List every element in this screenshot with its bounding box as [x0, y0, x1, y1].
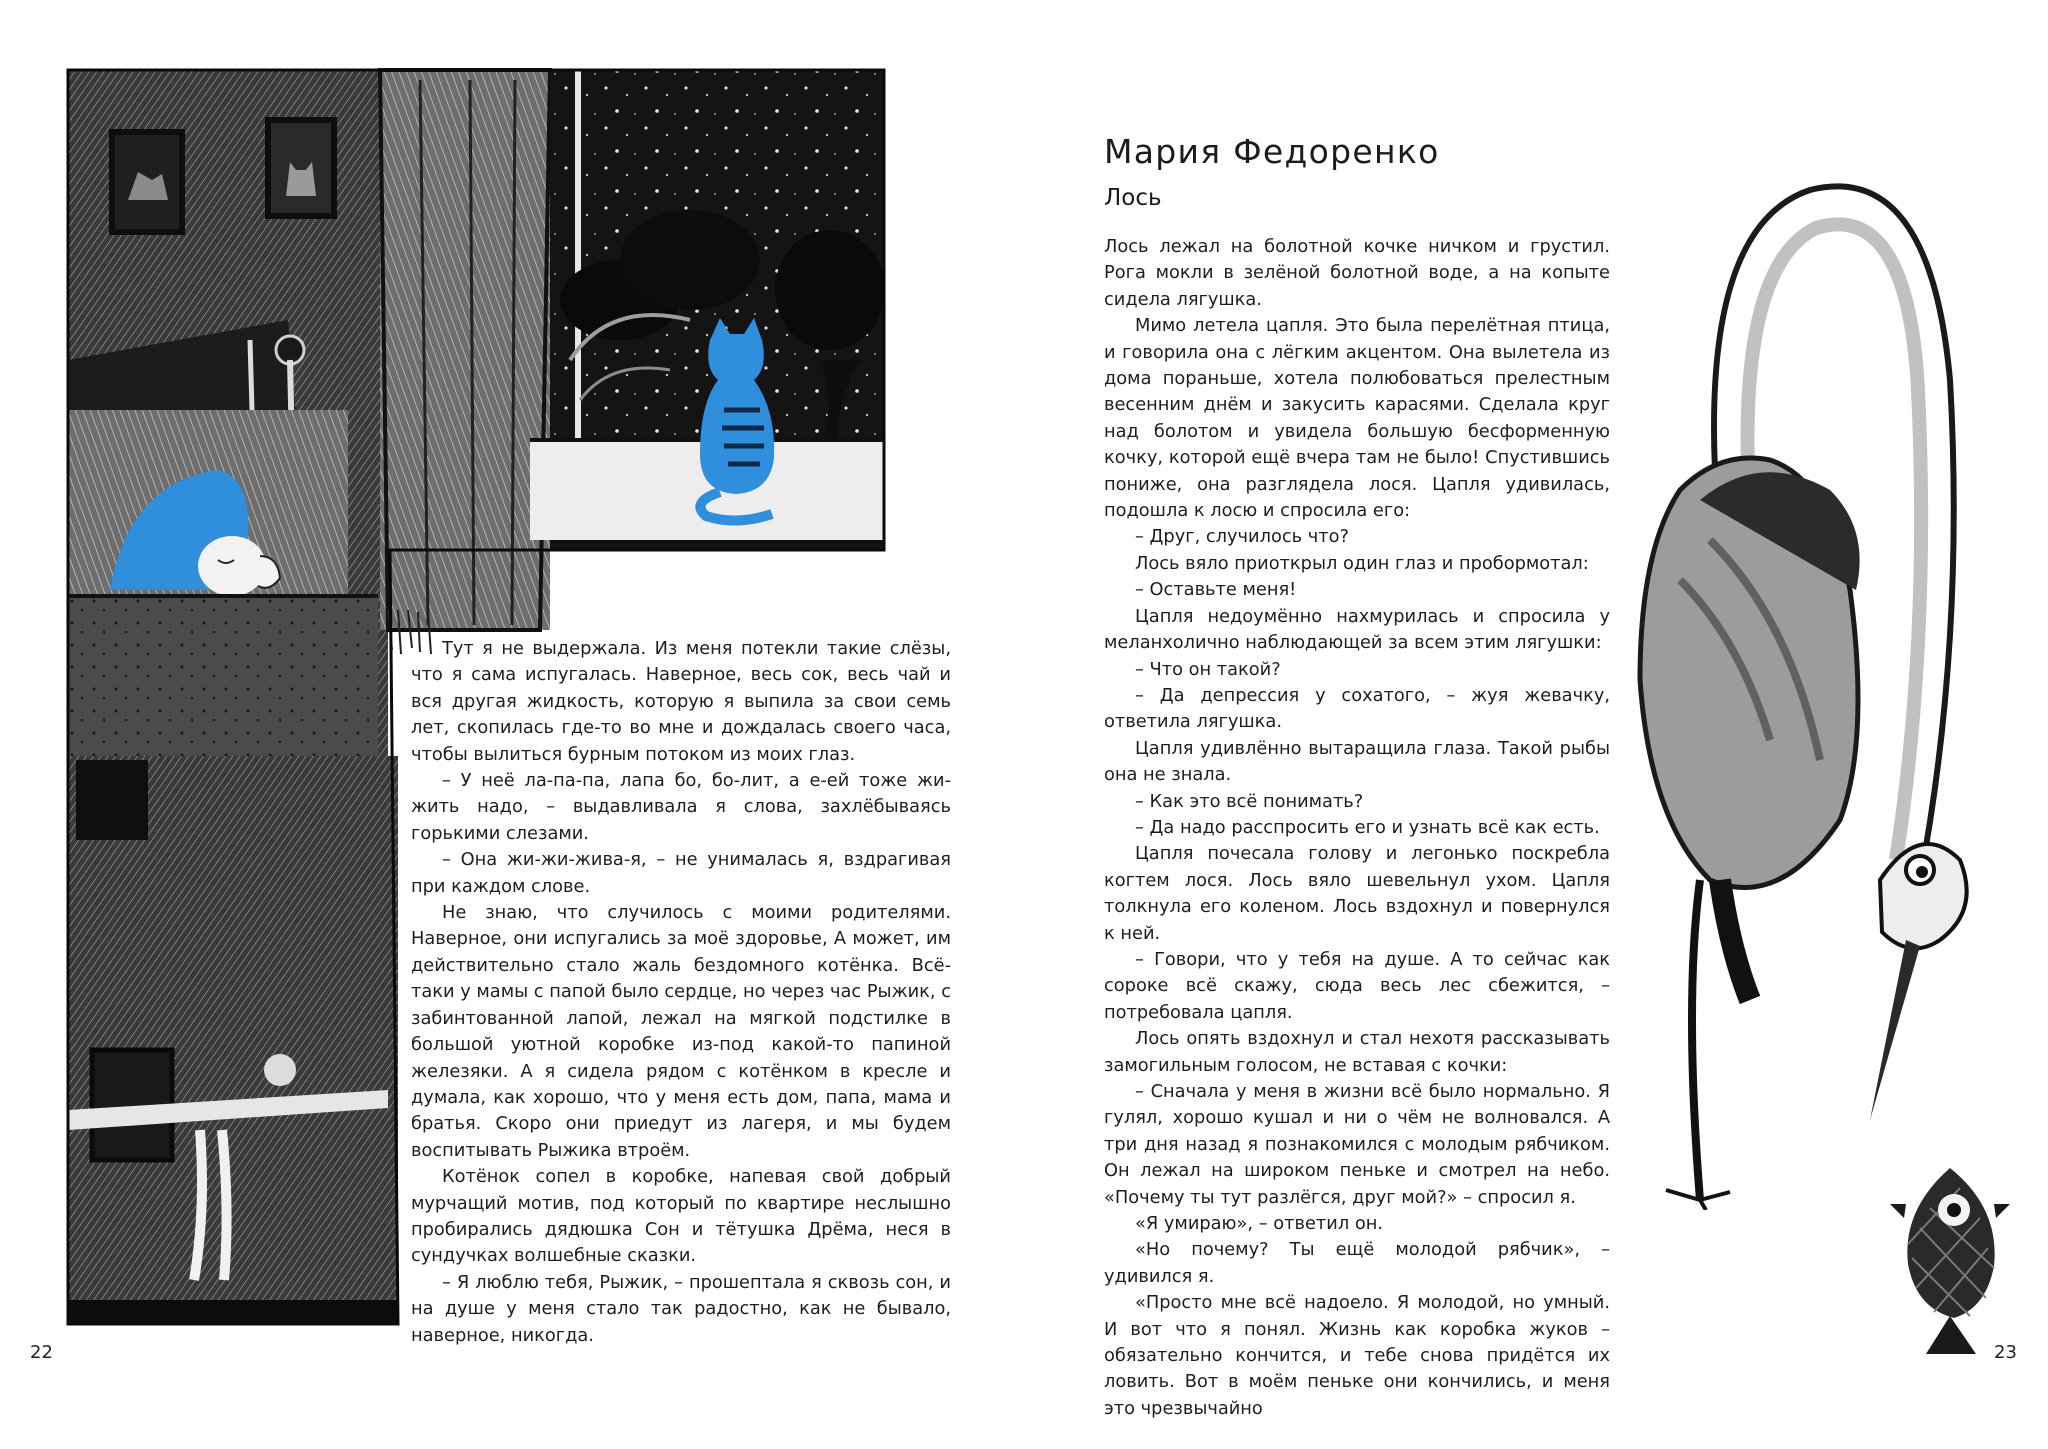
- page-number-left: 22: [30, 1342, 53, 1363]
- heron-illustration: [1620, 120, 2040, 1210]
- paragraph: – Оставьте меня!: [1135, 579, 1297, 601]
- paragraph: «Я умираю», – ответил он.: [1135, 1213, 1383, 1235]
- wall-picture-cat: [268, 120, 334, 216]
- paragraph: «Но почему? Ты ещё молодой рябчик», – удивился я.: [1104, 1239, 1610, 1287]
- page-number-right: 23: [1994, 1342, 2017, 1363]
- paragraph: – Сначала у меня в жизни всё было нормально. Я гулял, хорошо кушал и ни о чём не волновался. А три дня назад я познакомился с молодым рябчиком. Он лежал на широком пеньке и смотрел на небо. «Почему ты тут разлёгся, друг мой?» – спросил я.: [1104, 1081, 1610, 1208]
- right-page-text: [1104, 132, 1610, 1422]
- paragraph: «Просто мне всё надоело. Я молодой, но умный. И вот что я понял. Жизнь как коробка жуков – обязательно кончится, и тебе снова придётся их ловить. Вот в моём пеньке они кончились, и меня это чрезвычайно: [1104, 1292, 1610, 1419]
- left-page-text: [411, 636, 951, 1349]
- paragraph: – У неё ла-па-па, лапа бо, бо-лит, а е-ей тоже жи-жить надо, – выдавливала я слова, захлёбываясь горькими слезами.: [411, 770, 951, 844]
- paragraph: – Что он такой?: [1135, 658, 1281, 680]
- paragraph: Цапля почесала голову и легонько поскребла когтем лося. Лось вяло шевельнул ухом. Цапля толкнула его коленом. Лось вздохнул и повернулся к ней.: [1104, 843, 1610, 944]
- paragraph: Тут я не выдержала. Из меня потекли такие слёзы, что я сама испугалась. Наверное, весь сок, весь чай и вся другая жидкость, которую я выпила за свои семь лет, скопилась где-то во мне и дождалась своего часа, чтобы вылиться бурным потоком из моих глаз.: [411, 638, 951, 765]
- paragraph: Лось опять вздохнул и стал нехотя рассказывать замогильным голосом, не вставая с кочки:: [1104, 1028, 1610, 1076]
- paragraph: Лось вяло приоткрыл один глаз и пробормотал:: [1135, 552, 1589, 574]
- paragraph: – Да надо расспросить его и узнать всё как есть.: [1135, 816, 1600, 838]
- author-name: Мария Федоренко: [1104, 132, 1440, 171]
- paragraph: Лось лежал на болотной кочке ничком и грустил. Рога мокли в зелёной болотной воде, а на копыте сидела лягушка.: [1104, 236, 1610, 310]
- paragraph: – Она жи-жи-жива-я, – не унималась я, вздрагивая при каждом слове.: [411, 849, 951, 897]
- paragraph: Цапля удивлённо вытаращила глаза. Такой рыбы она не знала.: [1104, 737, 1610, 786]
- story-body: [1104, 234, 1610, 1422]
- paragraph: Не знаю, что случилось с моими родителями. Наверное, они испугались за моё здоровье, А может, им действительно стало жаль бездомного котёнка. Всё-таки у мамы с папой было сердце, но через час Рыжик, с забинтованной лапой, лежал на мягкой подстилке в большой уютной коробке из-под какой-то папиной железяки. А я сидела рядом с котёнком в кресле и думала, как хорошо, что у меня есть дом, папа, мама и братья. Скоро они приедут из лагеря, и мы будем воспитывать Рыжика втроём.: [411, 902, 951, 1161]
- fish-illustration: [1890, 1148, 2010, 1358]
- paragraph: – Друг, случилось что?: [1135, 526, 1349, 548]
- wall-picture-dog: [112, 132, 182, 232]
- paragraph: Цапля недоумённо нахмурилась и спросила у меланхолично наблюдающей за всем этим лягушки:: [1104, 605, 1610, 654]
- paragraph: Мимо летела цапля. Это была перелётная птица, и говорила она с лёгким акцентом. Она вылетела из дома пораньше, хотела полюбоваться прелестным весенним днём и закусить карасями. Сделала круг над болотом и увидела большую бесформенную кочку, которой ещё вчера там не было! Спустившись пониже, она разглядела лося. Цапля удивилась, подошла к лосю и спросила его:: [1104, 315, 1610, 522]
- paragraph: – Да депрессия у сохатого, – жуя жевачку, ответила лягушка.: [1104, 684, 1610, 733]
- heron-head: [1870, 844, 1967, 1120]
- paragraph: – Я люблю тебя, Рыжик, – прошептала я сквозь сон, и на душе у меня стало так радостно, как не бывало, наверное, никогда.: [411, 1271, 951, 1346]
- story-title: Лось: [1104, 185, 1162, 211]
- paragraph: – Говори, что у тебя на душе. А то сейчас как сороке всё скажу, сюда весь лес сбежится, – потребовала цапля.: [1104, 948, 1610, 1023]
- paragraph: Котёнок сопел в коробке, напевая свой добрый мурчащий мотив, под который по квартире неслышно пробирались дядюшка Сон и тётушка Дрёма, неся в сундучках волшебные сказки.: [411, 1166, 951, 1267]
- paragraph: – Как это всё понимать?: [1135, 790, 1364, 812]
